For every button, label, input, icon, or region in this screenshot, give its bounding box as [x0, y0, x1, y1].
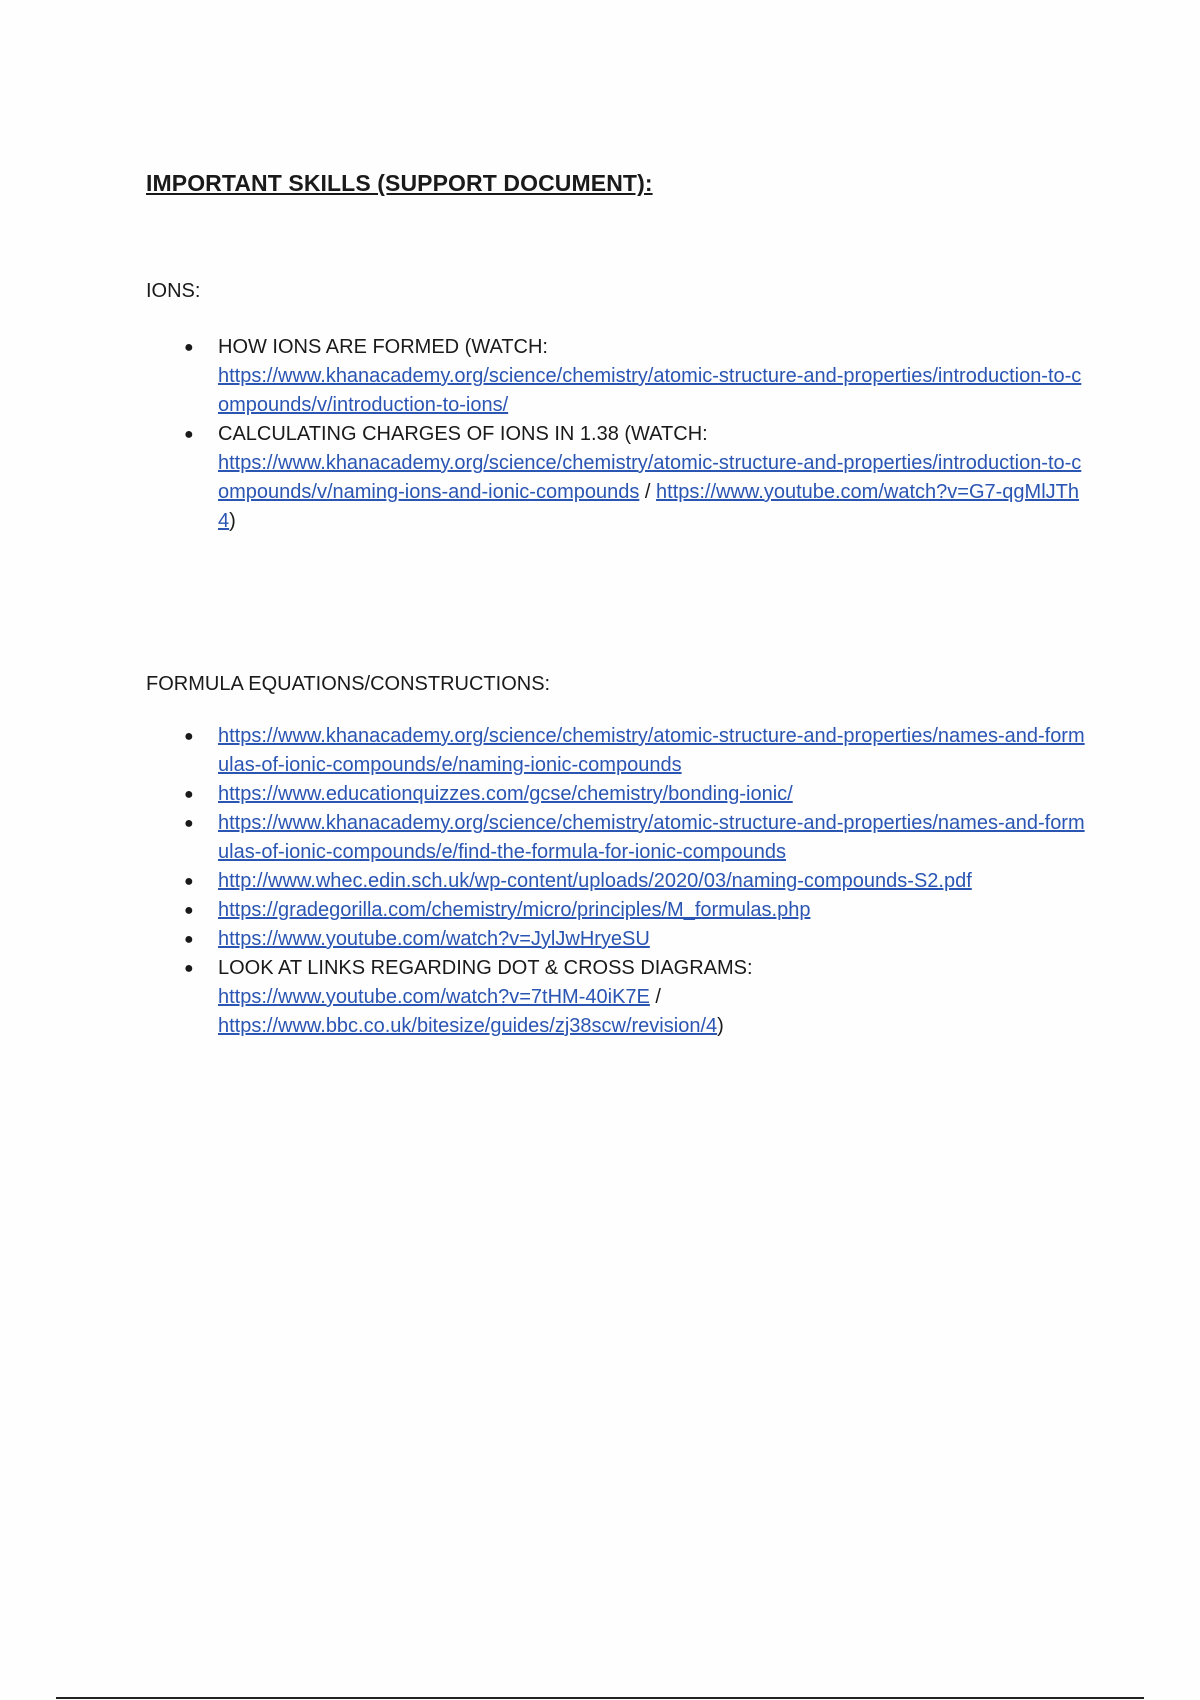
youtube-dot-cross-link[interactable]: https://www.youtube.com/watch?v=7tHM-40iK7E	[218, 986, 650, 1008]
youtube-charges-link[interactable]: https://www.youtube.com/watch?v=G7-qgMlJTh4	[218, 481, 1079, 532]
bullet-icon: ●	[184, 931, 194, 948]
item-text: HOW IONS ARE FORMED (WATCH:	[218, 336, 548, 358]
bullet-icon: ●	[184, 728, 194, 745]
list-item-calculating-charges	[146, 420, 1086, 536]
educationquizzes-bonding-link[interactable]: https://www.educationquizzes.com/gcse/chemistry/bonding-ionic/	[218, 783, 793, 805]
link-separator: /	[649, 986, 661, 1008]
list-item	[146, 896, 1086, 925]
list-item	[146, 780, 1086, 809]
ions-heading: IONS:	[146, 280, 201, 302]
list-item	[146, 925, 1086, 954]
bullet-icon: ●	[184, 902, 194, 919]
link-separator: /	[639, 481, 657, 503]
youtube-formulas-link[interactable]: https://www.youtube.com/watch?v=JylJwHryeSU	[218, 928, 650, 950]
gradegorilla-formulas-link[interactable]: https://gradegorilla.com/chemistry/micro/principles/M_formulas.php	[218, 899, 811, 921]
whec-naming-compounds-pdf-link[interactable]: http://www.whec.edin.sch.uk/wp-content/uploads/2020/03/naming-compounds-S2.pdf	[218, 870, 972, 892]
formula-heading: FORMULA EQUATIONS/CONSTRUCTIONS:	[146, 673, 551, 695]
list-item-ions-formed	[146, 333, 1086, 420]
document-title: IMPORTANT SKILLS (SUPPORT DOCUMENT):	[146, 170, 653, 196]
bbc-bitesize-link[interactable]: https://www.bbc.co.uk/bitesize/guides/zj38scw/revision/4	[218, 1015, 718, 1037]
khanacademy-naming-ionic-compounds-link[interactable]: https://www.khanacademy.org/science/chemistry/atomic-structure-and-properties/names-and-formulas-of-ionic-compounds/e/naming-ionic-compounds	[218, 725, 1085, 776]
footer-divider	[56, 1697, 1144, 1699]
list-item	[146, 867, 1086, 896]
list-item	[146, 722, 1086, 780]
item-text: LOOK AT LINKS REGARDING DOT & CROSS DIAGRAMS:	[218, 957, 753, 979]
ions-list	[146, 333, 1086, 536]
list-item	[146, 809, 1086, 867]
bullet-icon: ●	[184, 873, 194, 890]
formula-list	[146, 722, 1086, 1041]
closing-paren: )	[229, 510, 236, 532]
khanacademy-naming-ions-link[interactable]: https://www.khanacademy.org/science/chemistry/atomic-structure-and-properties/introduction-to-compounds/v/naming-ions-and-ionic-compounds	[218, 452, 1082, 503]
bullet-icon: ●	[184, 815, 194, 832]
bullet-icon: ●	[184, 426, 194, 443]
closing-paren: )	[717, 1015, 724, 1037]
bullet-icon: ●	[184, 786, 194, 803]
khanacademy-find-formula-link[interactable]: https://www.khanacademy.org/science/chemistry/atomic-structure-and-properties/names-and-formulas-of-ionic-compounds/e/find-the-formula-for-ionic-compounds	[218, 812, 1085, 863]
khanacademy-intro-ions-link[interactable]: https://www.khanacademy.org/science/chemistry/atomic-structure-and-properties/introduction-to-compounds/v/introduction-to-ions/	[218, 365, 1082, 416]
bullet-icon: ●	[184, 960, 194, 977]
item-text: CALCULATING CHARGES OF IONS IN 1.38 (WATCH:	[218, 423, 708, 445]
list-item-dot-cross	[146, 954, 1086, 1041]
bullet-icon: ●	[184, 339, 194, 356]
